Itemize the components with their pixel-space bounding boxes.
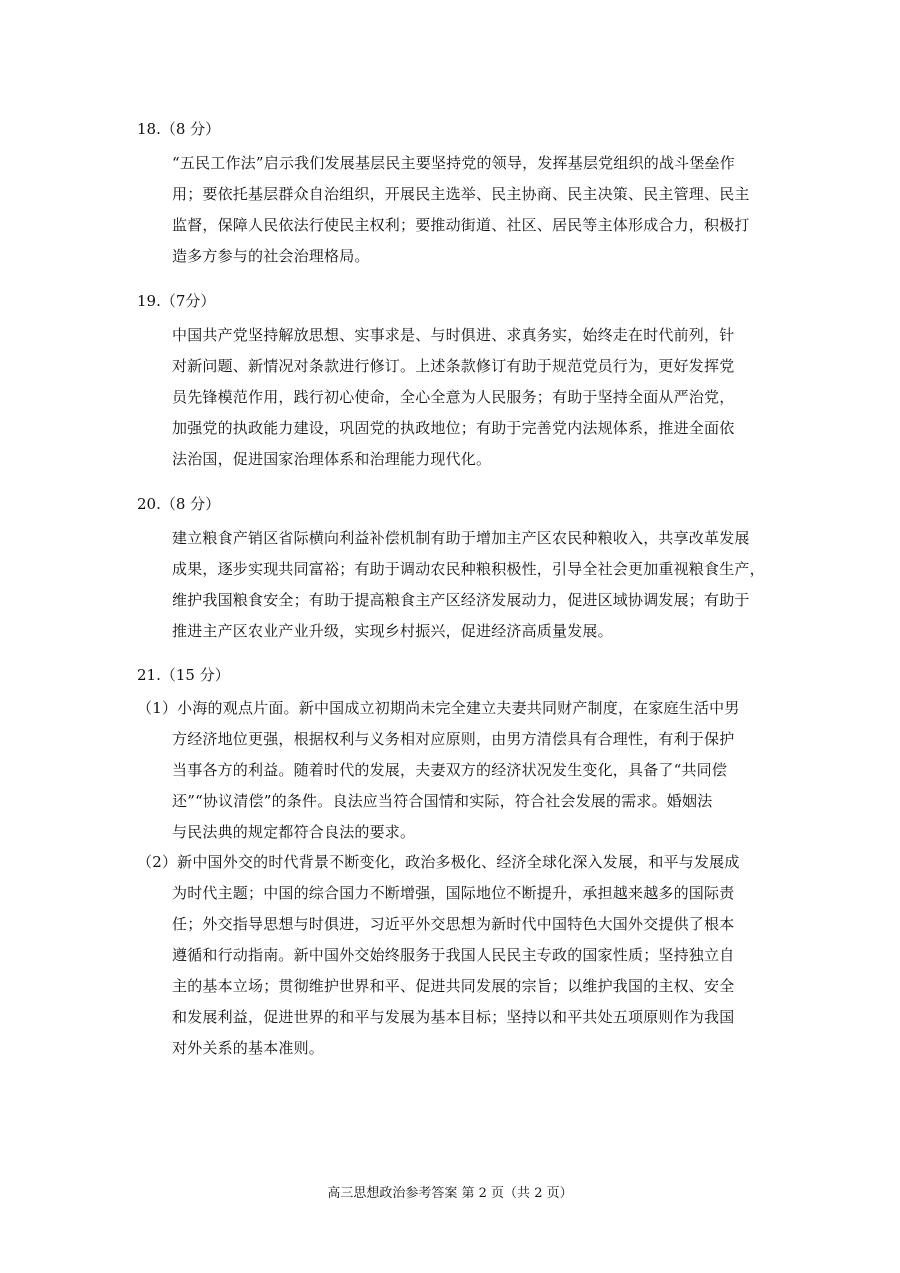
question-21-header: 21.（15 分） xyxy=(137,666,230,684)
q21-part1-line-3: 当事各方的利益。随着时代的发展，夫妻双方的经济状况发生变化，具备了“共同偿 xyxy=(172,761,728,779)
q19-line-3: 员先锋模范作用，践行初心使命，全心全意为人民服务；有助于坚持全面从严治党， xyxy=(172,388,735,406)
q21-part1-line-4: 还”“协议清偿”的条件。良法应当符合国情和实际，符合社会发展的需求。婚姻法 xyxy=(172,792,713,810)
q19-line-4: 加强党的执政能力建设，巩固党的执政地位；有助于完善党内法规体系，推进全面依 xyxy=(172,419,735,437)
q21-part2-line-3: 任；外交指导思想与时俱进，习近平外交思想为新时代中国特色大国外交提供了根本 xyxy=(172,915,735,933)
q21-part2-line-4: 遵循和行动指南。新中国外交始终服务于我国人民民主专政的国家性质；坚持独立自 xyxy=(172,946,735,964)
q20-line-3: 维护我国粮食安全；有助于提高粮食主产区经济发展动力，促进区域协调发展；有助于 xyxy=(172,591,750,609)
q21-part2-line-2: 为时代主题；中国的综合国力不断增强，国际地位不断提升，承担越来越多的国际责 xyxy=(172,884,735,902)
question-20-header: 20.（8 分） xyxy=(137,495,221,513)
q20-line-2: 成果，逐步实现共同富裕；有助于调动农民种粮积极性，引导全社会更加重视粮食生产， xyxy=(172,560,765,578)
q20-line-4: 推进主产区农业产业升级，实现乡村振兴，促进经济高质量发展。 xyxy=(172,622,613,640)
question-19-header: 19.（7分） xyxy=(137,292,216,310)
page-footer: 高三思想政治参考答案 第 2 页（共 2 页） xyxy=(327,1186,573,1201)
q19-line-2: 对新问题、新情况对条款进行修订。上述条款修订有助于规范党员行为，更好发挥党 xyxy=(172,357,735,375)
q18-line-2: 用；要依托基层群众自治组织，开展民主选举、民主协商、民主决策、民主管理、民主 xyxy=(172,185,750,203)
q21-part2-line-7: 对外关系的基本准则。 xyxy=(172,1039,325,1057)
q21-part1-line-5: 与民法典的规定都符合良法的要求。 xyxy=(172,823,416,841)
q20-line-1: 建立粮食产销区省际横向利益补偿机制有助于增加主产区农民种粮收入，共享改革发展 xyxy=(172,529,750,547)
q21-part1-line-1: （1）小海的观点片面。新中国成立初期尚未完全建立夫妻共同财产制度，在家庭生活中男 xyxy=(137,699,740,717)
q21-part2-line-5: 主的基本立场；贯彻维护世界和平、促进共同发展的宗旨；以维护我国的主权、安全 xyxy=(172,977,735,995)
q19-line-5: 法治国，促进国家治理体系和治理能力现代化。 xyxy=(172,450,492,468)
q18-line-1: “五民工作法”启示我们发展基层民主要坚持党的领导，发挥基层党组织的战斗堡垒作 xyxy=(172,154,735,172)
q21-part1-line-2: 方经济地位更强，根据权利与义务相对应原则，由男方清偿具有合理性，有利于保护 xyxy=(172,730,735,748)
question-18-header: 18.（8 分） xyxy=(137,120,221,138)
q18-line-4: 造多方参与的社会治理格局。 xyxy=(172,247,370,265)
q18-line-3: 监督，保障人民依法行使民主权利；要推动街道、社区、居民等主体形成合力，积极打 xyxy=(172,216,750,234)
q19-line-1: 中国共产党坚持解放思想、实事求是、与时俱进、求真务实，始终走在时代前列，针 xyxy=(172,326,735,344)
q21-part2-line-6: 和发展利益，促进世界的和平与发展为基本目标；坚持以和平共处五项原则作为我国 xyxy=(172,1008,735,1026)
q21-part2-line-1: （2）新中国外交的时代背景不断变化，政治多极化、经济全球化深入发展，和平与发展成 xyxy=(137,853,740,871)
